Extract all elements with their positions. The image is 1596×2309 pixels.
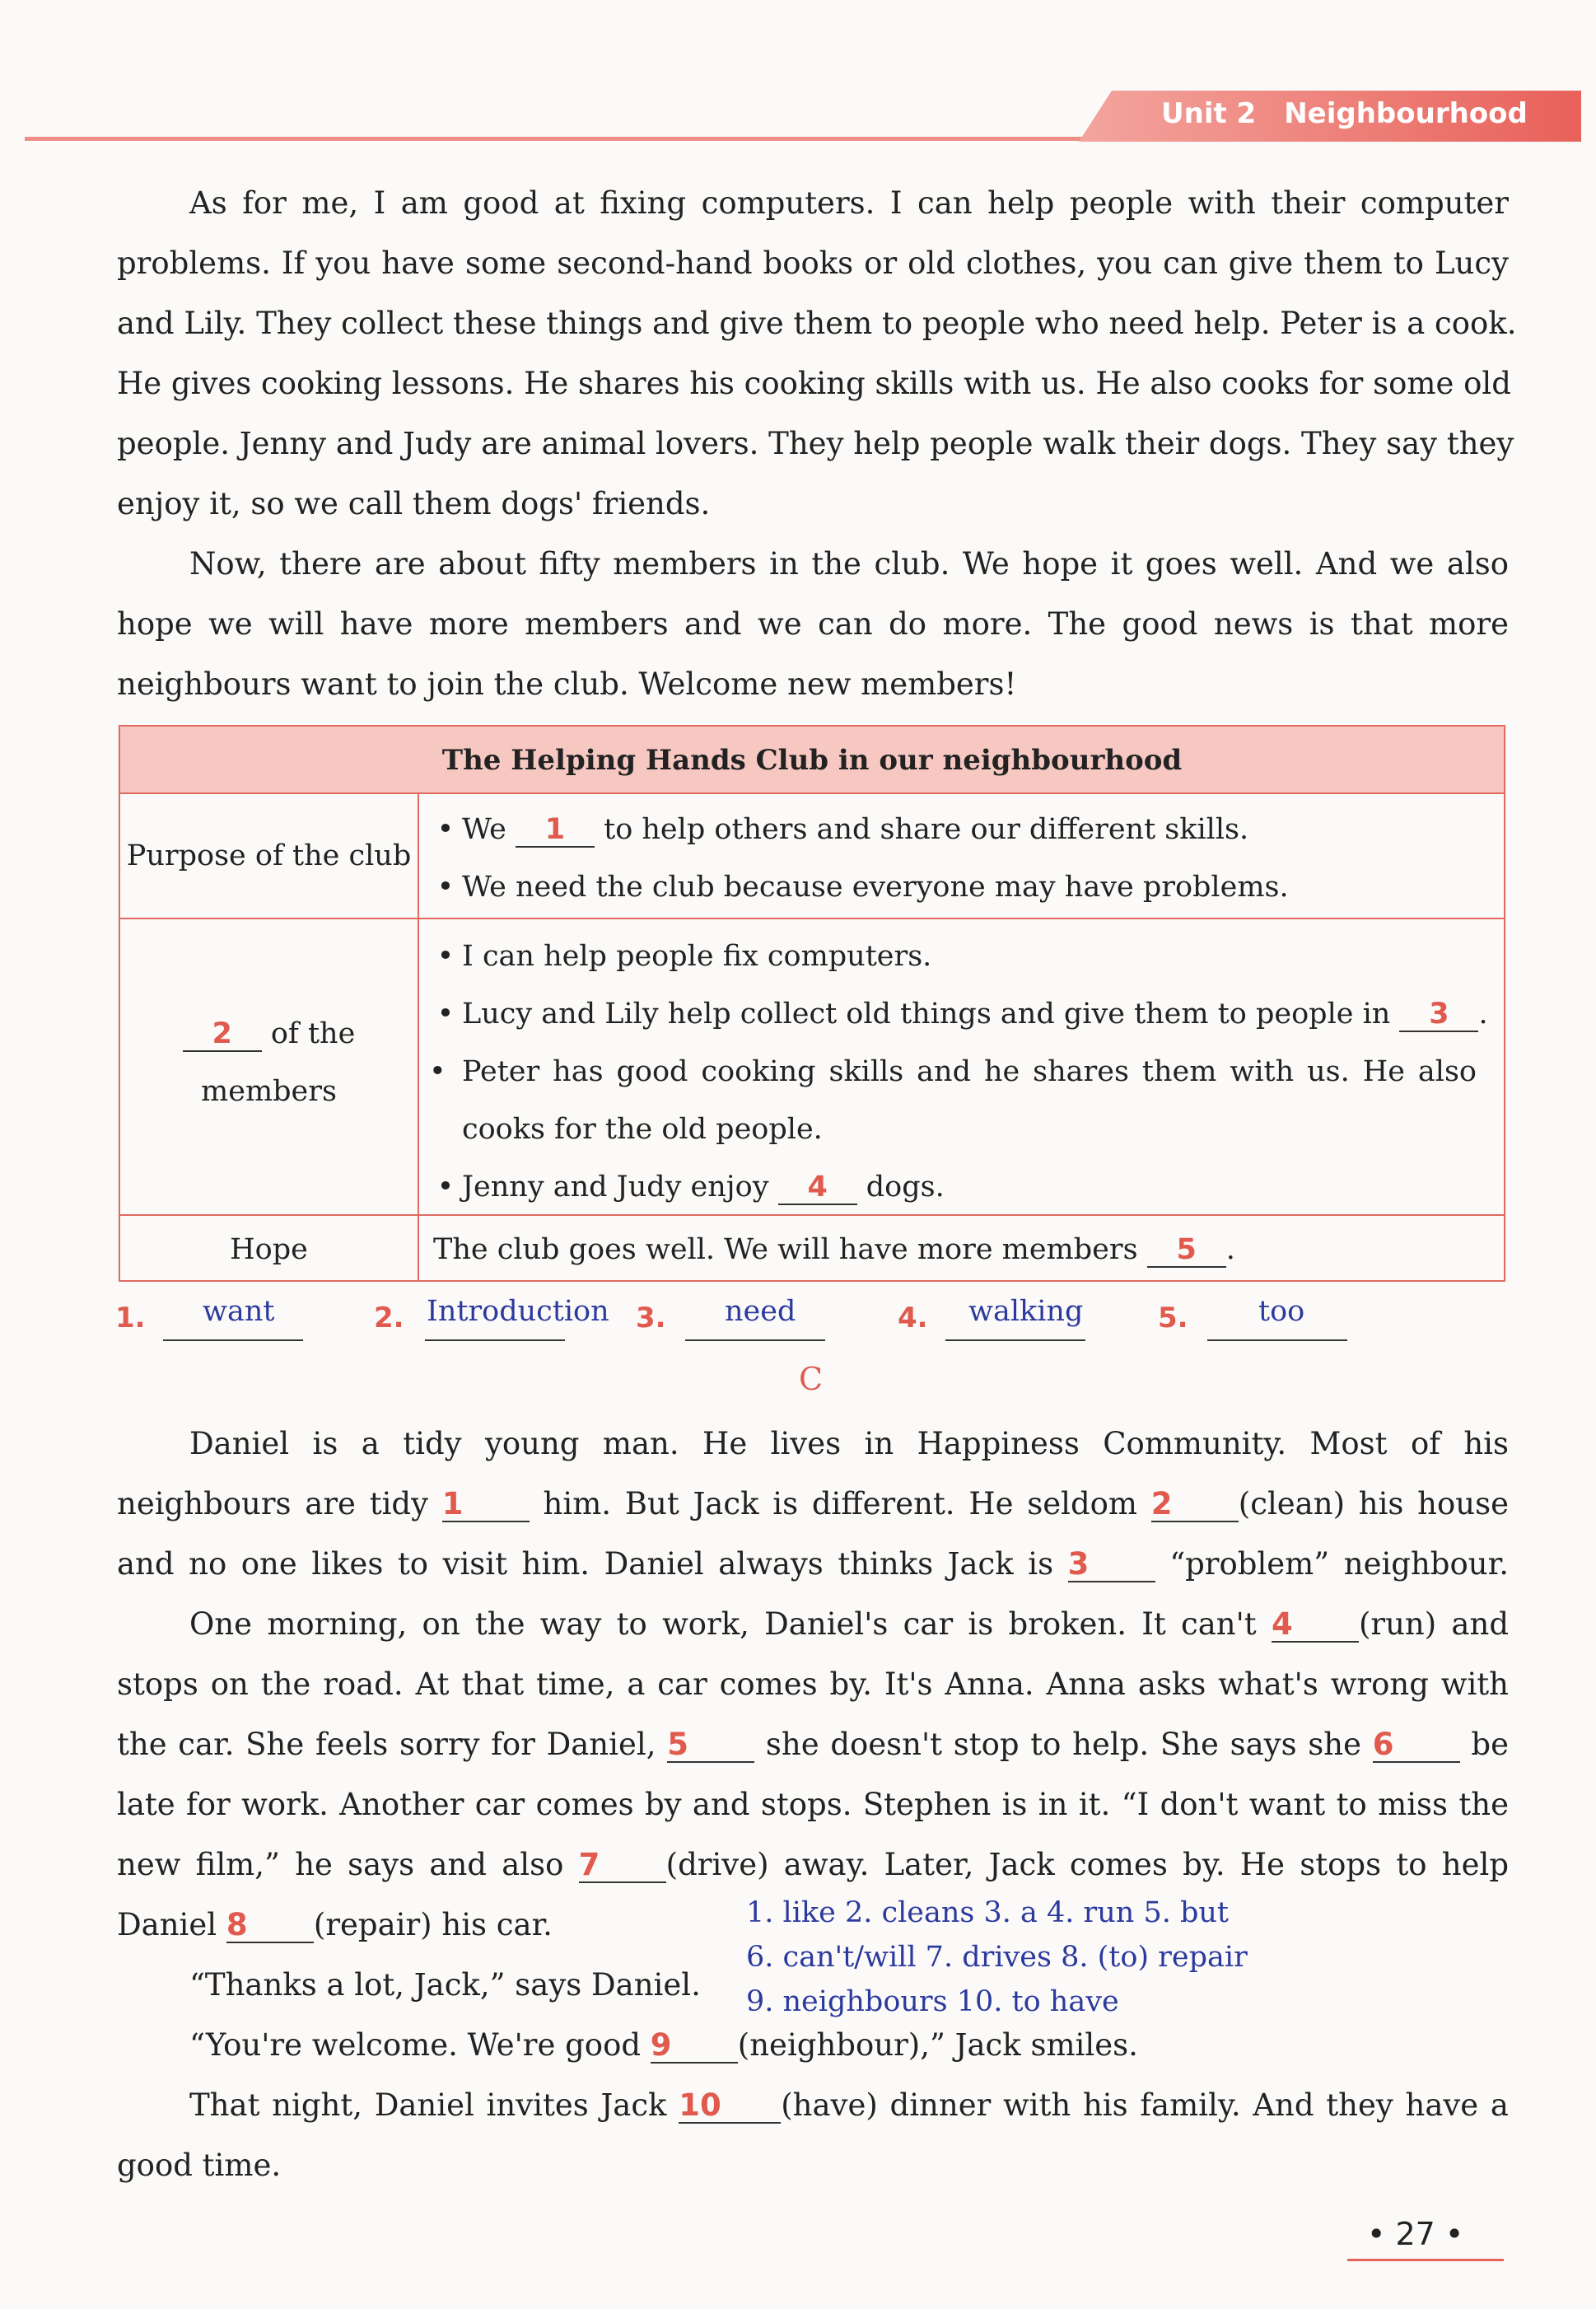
hope-cell: The club goes well. We will have more members 5 . (433, 1233, 1235, 1266)
c-text-9b: (repair) his car. (313, 1907, 553, 1942)
answer-number-5: 5. (1158, 1302, 1188, 1334)
page-number-rule (1347, 2259, 1504, 2261)
c-text-12a: That night, Daniel invites Jack (189, 2087, 667, 2123)
c-text-10: “Thanks a lot, Jack,” says Daniel. (189, 1967, 701, 2003)
members-label-a: of the (270, 1017, 356, 1050)
members-label-b: members (201, 1075, 337, 1108)
answer-2: Introduction (427, 1295, 609, 1328)
p1-line-3: and Lily. They collect these things and give them to people who need help. Peter is a cook. (117, 306, 1517, 341)
members-2-text: Lucy and Lily help collect old things and give them to people in (462, 998, 1391, 1031)
members-1-text: I can help people fix computers. (462, 940, 932, 973)
members-item-3: • Peter has good cooking skills and he shares them with us. He also (429, 1055, 1477, 1088)
blank-4[interactable]: 4 (778, 1171, 857, 1205)
blank-5[interactable]: 5 (1147, 1233, 1226, 1268)
purpose-item-2: • We need the club because everyone may have problems. (436, 871, 1289, 904)
c-line-7: late for work. Another car comes by and stops. Stephen is in it. “I don't want to miss the (117, 1787, 1509, 1822)
table-row-divider (120, 918, 1504, 919)
purpose-label: Purpose of the club (126, 839, 412, 872)
c-line-4 (117, 1594, 1509, 1654)
p1-line-1 (117, 173, 1509, 233)
c-text-6c: be (1471, 1727, 1510, 1762)
answer-5: too (1258, 1295, 1305, 1328)
c-text-2c: (clean) his house (1238, 1486, 1509, 1521)
p1-text-1: As for me, I am good at fixing computers. I can help people with their computer (189, 185, 1509, 221)
p2-text-1: Now, there are about fifty members in the club. We hope it goes well. And we also (189, 546, 1509, 582)
answer-1: want (203, 1295, 275, 1328)
c-text-6a: the car. She feels sorry for Daniel, (117, 1727, 656, 1762)
blank-c8[interactable]: 8 (226, 1909, 314, 1943)
blank-c3[interactable]: 3 (1068, 1548, 1155, 1582)
passage-b-paragraph-2 (117, 534, 1509, 714)
members-label (120, 1005, 418, 1120)
c-text-8a: new film,” he says and also (117, 1847, 564, 1882)
p1-line-6: enjoy it, so we call them dogs' friends. (117, 486, 711, 521)
purpose-item-1: • We 1 to help others and share our different skills. (436, 813, 1249, 846)
purpose-cell (429, 801, 1491, 916)
blank-c9[interactable]: 9 (651, 2029, 738, 2064)
page-number: • 27 • (1367, 2216, 1464, 2252)
answer-3: need (725, 1295, 796, 1328)
c-text-2a: neighbours are tidy (117, 1486, 428, 1521)
club-table (119, 725, 1505, 1282)
p1-line-2: problems. If you have some second-hand books or old clothes, you can give them to Lucy (117, 245, 1509, 281)
passage-c (117, 1414, 1509, 2195)
c-text-6b: she doesn't stop to help. She says she (765, 1727, 1361, 1762)
p2-line-1 (117, 534, 1509, 594)
passage-b-paragraph-1 (117, 173, 1517, 534)
unit-title: Neighbourhood (1284, 97, 1528, 130)
header-rule (25, 137, 1087, 141)
purpose-2-text: We need the club because everyone may have problems. (462, 871, 1289, 904)
c-line-11 (117, 2015, 1509, 2075)
handwritten-answers-1: 1. like 2. cleans 3. a 4. run 5. but (746, 1896, 1229, 1929)
purpose-1-text-a: We (462, 813, 506, 846)
blank-c1[interactable]: 1 (442, 1488, 530, 1522)
hope-text: The club goes well. We will have more members (433, 1233, 1138, 1266)
answer-underline (1207, 1339, 1347, 1341)
members-item-3-cont (429, 1101, 1491, 1158)
blank-2[interactable]: 2 (183, 1017, 262, 1052)
members-cell (429, 928, 1491, 1216)
answer-underline (685, 1339, 825, 1341)
c-line-5: stops on the road. At that time, a car comes by. It's Anna. Anna asks what's wrong with (117, 1666, 1509, 1702)
c-text-1: Daniel is a tidy young man. He lives in Happiness Community. Most of his (189, 1426, 1509, 1461)
blank-c10[interactable]: 10 (679, 2089, 781, 2124)
answer-underline (163, 1339, 303, 1341)
answer-number-1: 1. (115, 1302, 146, 1334)
c-line-1 (117, 1414, 1509, 1474)
c-line-2 (117, 1474, 1509, 1534)
blank-c4[interactable]: 4 (1272, 1608, 1359, 1643)
handwritten-answers-2: 6. can't/will 7. drives 8. (to) repair (746, 1941, 1248, 1974)
unit-number: Unit 2 (1161, 97, 1257, 130)
answer-number-4: 4. (898, 1302, 928, 1334)
section-c-heading: C (799, 1361, 824, 1397)
answer-4: walking (968, 1295, 1084, 1328)
p1-line-5: people. Jenny and Judy are animal lovers. They help people walk their dogs. They say they (117, 426, 1514, 461)
c-text-8b: (drive) away. Later, Jack comes by. He stops to help (665, 1847, 1510, 1882)
blank-c6[interactable]: 6 (1373, 1728, 1460, 1763)
purpose-1-text-b: to help others and share our different skills. (604, 813, 1249, 846)
blank-c7[interactable]: 7 (579, 1849, 666, 1883)
c-text-4b: (run) and (1358, 1606, 1510, 1642)
members-item-2: • Lucy and Lily help collect old things and give them to people in 3 . (436, 998, 1488, 1031)
p1-line-4: He gives cooking lessons. He shares his cooking skills with us. He also cooks for some old (117, 366, 1511, 401)
blank-3[interactable]: 3 (1399, 998, 1478, 1032)
hope-label: Hope (230, 1233, 308, 1266)
c-text-3a: and no one likes to visit him. Daniel always thinks Jack is (117, 1546, 1054, 1582)
handwritten-answers-3: 9. neighbours 10. to have (746, 1985, 1119, 2018)
p2-line-3: neighbours want to join the club. Welcome new members! (117, 666, 1017, 702)
table-title: The Helping Hands Club in our neighbourhood (120, 727, 1504, 794)
answer-underline (425, 1339, 565, 1341)
unit-header (1161, 97, 1528, 130)
c-line-13: good time. (117, 2148, 282, 2183)
c-text-11b: (neighbour),” Jack smiles. (737, 2027, 1138, 2063)
members-3-text-b: cooks for the old people. (462, 1113, 823, 1146)
answer-underline (945, 1339, 1085, 1341)
c-line-12 (117, 2075, 1509, 2135)
members-item-1: • I can help people fix computers. (436, 940, 932, 973)
c-text-9a: Daniel (117, 1907, 217, 1942)
blank-c2[interactable]: 2 (1151, 1488, 1239, 1522)
c-text-3b: “problem” neighbour. (1169, 1546, 1509, 1582)
blank-c5[interactable]: 5 (667, 1728, 754, 1763)
members-3-text-a: Peter has good cooking skills and he shares them with us. He also (462, 1055, 1477, 1088)
c-text-11a: “You're welcome. We're good (189, 2027, 642, 2063)
c-line-8 (117, 1835, 1509, 1895)
c-text-4a: One morning, on the way to work, Daniel's car is broken. It can't (189, 1606, 1257, 1642)
p2-line-2: hope we will have more members and we can do more. The good news is that more (117, 606, 1509, 642)
c-text-12b: (have) dinner with his family. And they have a (781, 2087, 1509, 2123)
answer-number-3: 3. (636, 1302, 666, 1334)
members-item-4: • Jenny and Judy enjoy 4 dogs. (436, 1171, 945, 1204)
members-4-text-a: Jenny and Judy enjoy (462, 1171, 769, 1204)
c-line-6 (117, 1714, 1509, 1774)
blank-1[interactable]: 1 (516, 813, 595, 848)
c-line-3 (117, 1534, 1509, 1594)
table-col-divider (418, 794, 419, 1282)
answer-number-2: 2. (374, 1302, 404, 1334)
members-4-text-b: dogs. (866, 1171, 945, 1204)
c-text-2b: him. But Jack is different. He seldom (543, 1486, 1138, 1521)
